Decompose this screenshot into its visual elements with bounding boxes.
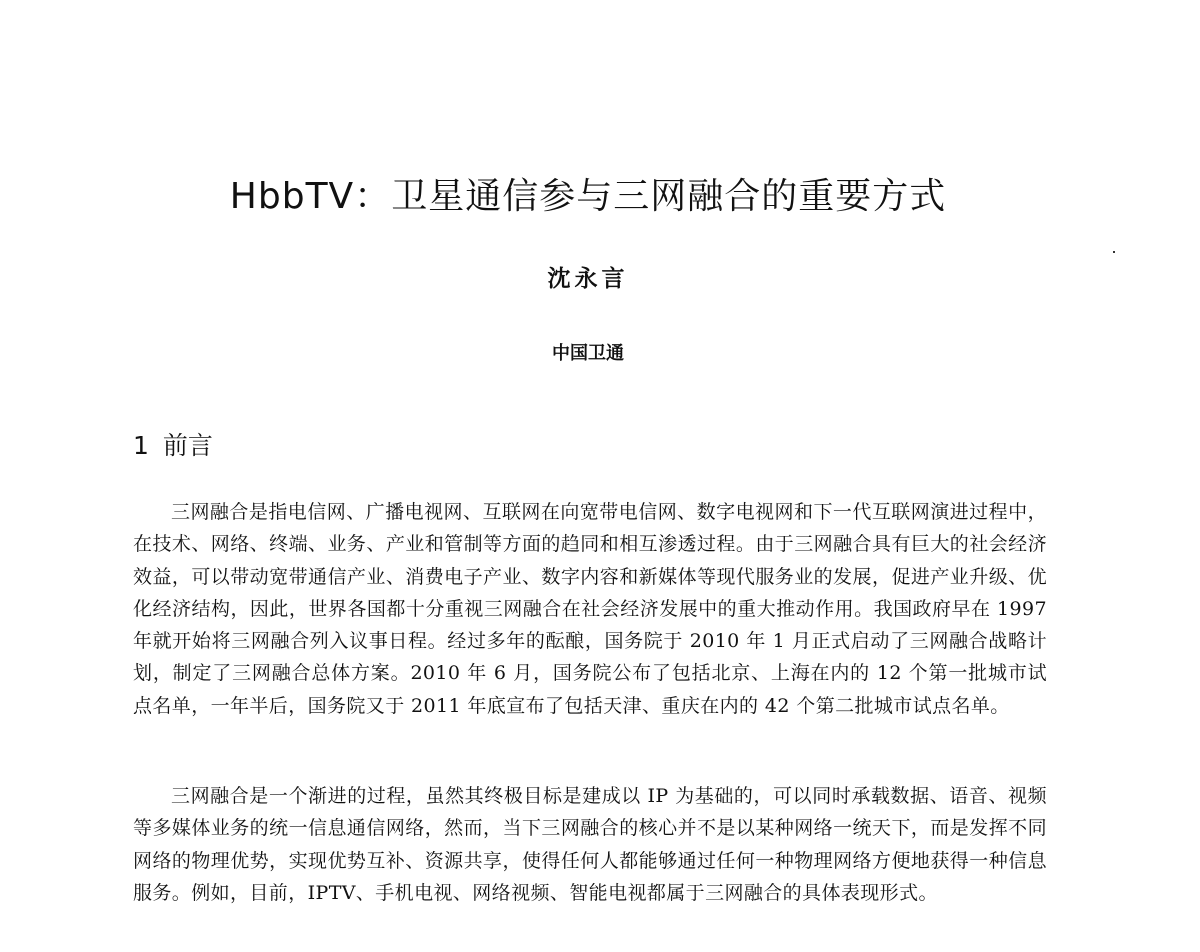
section-heading — [133, 428, 213, 464]
author-name: 沈永言 — [547, 265, 629, 292]
scan-speck — [1113, 251, 1115, 253]
section-title: 前言 — [162, 431, 213, 460]
author-affiliation: 中国卫通 — [552, 343, 624, 364]
paper-title: HbbTV：卫星通信参与三网融合的重要方式 — [229, 176, 947, 217]
body-paragraph-2: 三网融合是一个渐进的过程，虽然其终极目标是建成以 IP 为基础的，可以同时承载数据、语音、视频等多媒体业务的统一信息通信网络，然而，当下三网融合的核心并不是以某种网络一统天下，而是发挥不同网络的物理优势，实现优势互补、资源共享，使得任何人都能够通过任何一种物理网络方便地获得一种信息服务。例如，目前，IPTV、手机电视、网络视频、智能电视都属于三网融合的具体表现形式。 — [133, 785, 1047, 904]
section-number: 1 — [133, 431, 149, 460]
body-paragraph-1: 三网融合是指电信网、广播电视网、互联网在向宽带电信网、数字电视网和下一代互联网演进过程中，在技术、网络、终端、业务、产业和管制等方面的趋同和相互渗透过程。由于三网融合具有巨大的社会经济效益，可以带动宽带通信产业、消费电子产业、数字内容和新媒体等现代服务业的发展，促进产业升级、优化经济结构，因此，世界各国都十分重视三网融合在社会经济发展中的重大推动作用。我国政府早在 1997 年就开始将三网融合列入议事日程。经过多年的酝酿，国务院于 2010 年 1 月正式启动了三网融合战略计划，制定了三网融合总体方案。2010 年 6 月，国务院公布了包括北京、上海在内的 12 个第一批城市试点名单，一年半后，国务院又于 2011 年底宣布了包括天津、重庆在内的 42 个第二批城市试点名单。 — [133, 501, 1047, 717]
